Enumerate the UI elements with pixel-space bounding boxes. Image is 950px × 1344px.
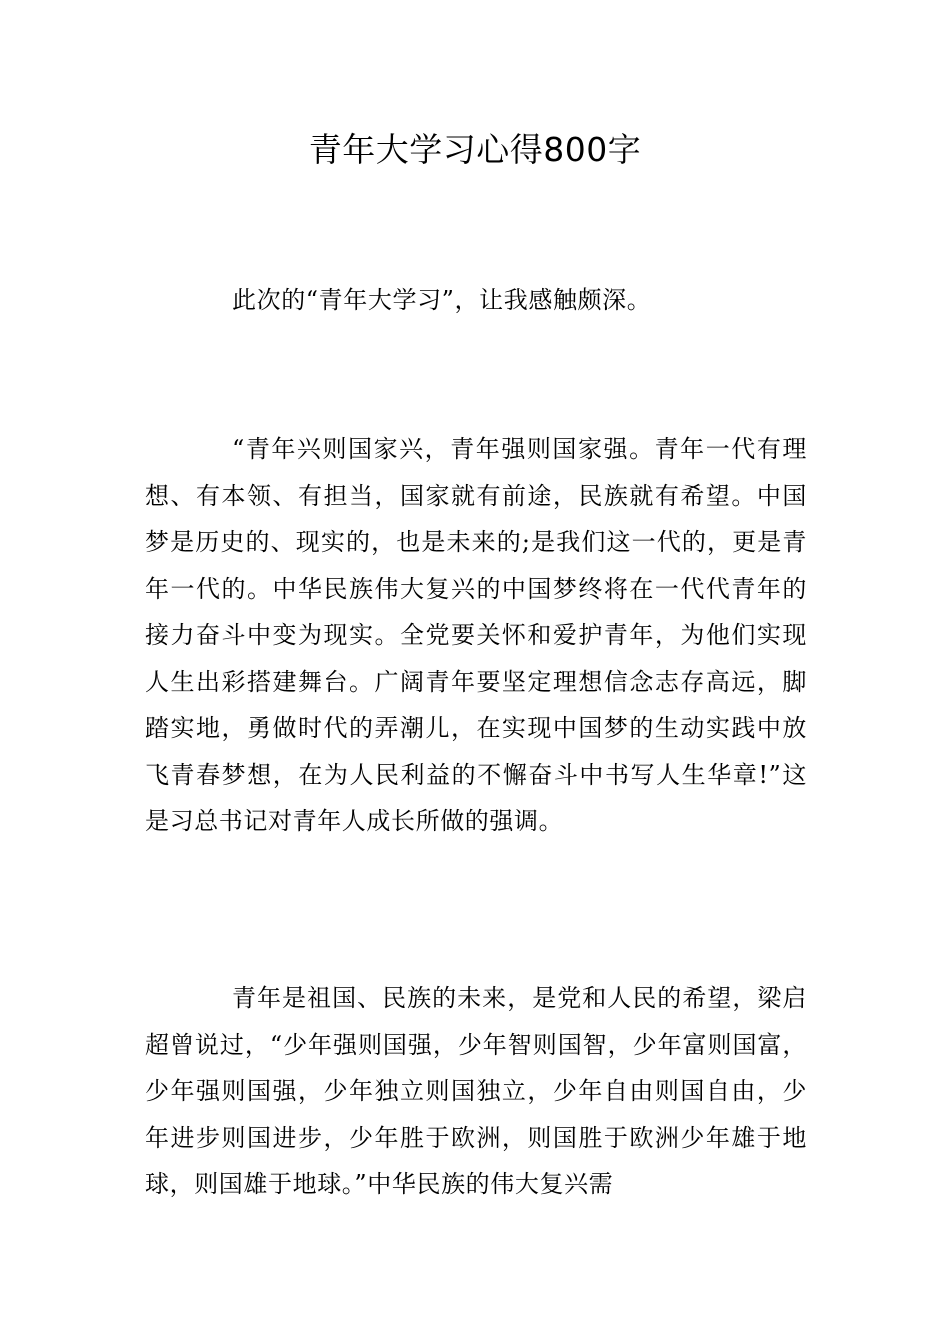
paragraph-youth: 青年是祖国、民族的未来，是党和人民的希望，梁启超曾说过，“少年强则国强，少年智则国智，少年富则国富，少年强则国强，少年独立则国独立，少年自由则国自由，少年进步则国进步，少年胜于欧洲，则国胜于欧洲少年雄于地球，则国雄于地球。”中华民族的伟大复兴需 bbox=[145, 984, 807, 1198]
paragraph-quote: “青年兴则国家兴，青年强则国家强。青年一代有理想、有本领、有担当，国家就有前途，民族就有希望。中国梦是历史的、现实的，也是未来的;是我们这一代的，更是青年一代的。中华民族伟大复兴的中国梦终将在一代代青年的接力奋斗中变为现实。全党要关怀和爱护青年，为他们实现人生出彩搭建舞台。广阔青年要坚定理想信念志存高远，脚踏实地，勇做时代的弄潮儿，在实现中国梦的生动实践中放飞青春梦想，在为人民利益的不懈奋斗中书写人生华章!”这是习总书记对青年人成长所做的强调。 bbox=[145, 435, 807, 835]
paragraph-intro: 此次的“青年大学习”，让我感触颇深。 bbox=[232, 286, 652, 314]
document-title: 青年大学习心得800字 bbox=[308, 130, 642, 169]
